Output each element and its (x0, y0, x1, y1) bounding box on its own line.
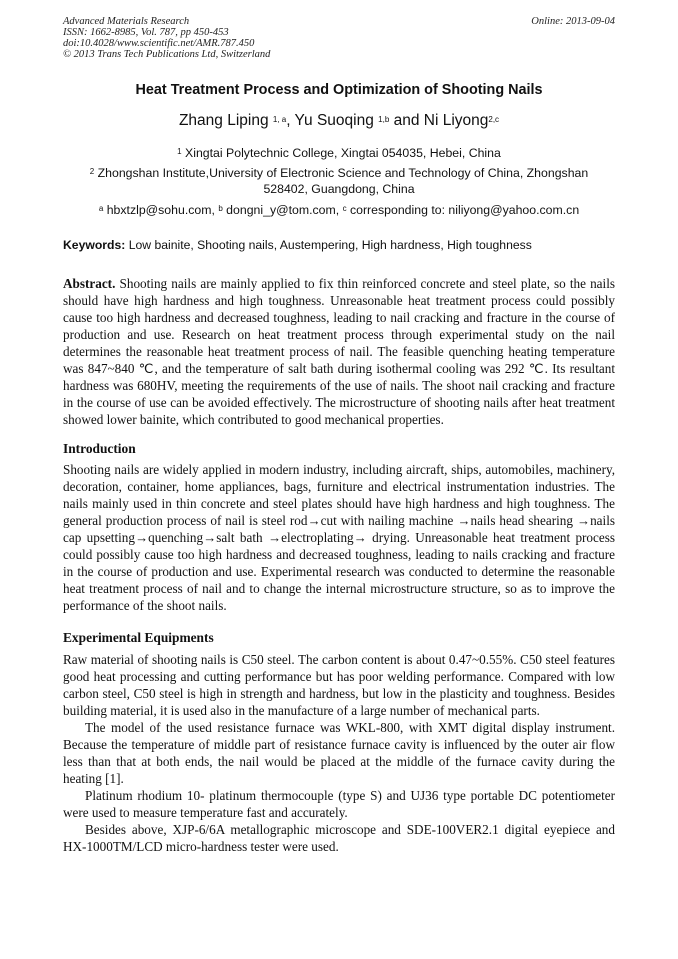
section-heading-introduction: Introduction (63, 441, 136, 456)
affiliation-1-sup: 1 (177, 147, 182, 156)
journal-name: Advanced Materials Research (63, 16, 190, 27)
online-date: Online: 2013-09-04 (531, 16, 615, 27)
author-list (40, 111, 638, 131)
issn: ISSN: 1662-8985, Vol. 787, pp 450-453 (63, 27, 229, 38)
equipments-paragraph-3: Platinum rhodium 10- platinum thermocouple (type S) and UJ36 type portable DC potentiometer were used to measure temperature fast and accurately. (63, 788, 615, 820)
abstract-text: Shooting nails are mainly applied to fix thin reinforced concrete and steel plate, so the nails should have high hardness and high toughness. Unreasonable heat treatment process could possibly cause too high hardness and decreased toughness, leading to nail cracking and fracture in the course of production and use. Research on heat treatment process through experimental study on the nail determines the reasonable heat treatment process of nail. The feasible quenching heating temperature was 847~840 ℃, and the temperature of salt bath during isothermal cooling was 292 ℃. Its resultant hardness was 680HV, meeting the requirements of the use of nails. The shoot nail cracking and fracture in the course of use can be avoided effectively. The microstructure of shooting nails after heat treatment showed lower bainite, which contributed to good mechanical properties. (63, 276, 615, 427)
paper-title: Heat Treatment Process and Optimization of Shooting Nails (135, 82, 543, 98)
doi: doi:10.4028/www.scientific.net/AMR.787.450 (63, 38, 255, 49)
abstract-label: Abstract. (63, 276, 116, 291)
affiliation-2-line1: Zhongshan Institute,University of Electronic Science and Technology of China, Zhongshan (94, 166, 589, 180)
affiliation-2-line2: 528402, Guangdong, China (263, 182, 415, 196)
author-2: , Yu Suoqing (286, 112, 379, 129)
author-1-sup: 1, a (272, 115, 287, 124)
affiliation-2-sup: 2 (89, 167, 95, 176)
equipments-paragraph-2: The model of the used resistance furnace was WKL-800, with XMT digital display instrument. Because the temperature of middle part of resistance furnace cavity is influenced by the outer air flow less than that at both ends, the nail would be placed at the middle of the furnace cavity during the heating [1]. (63, 720, 615, 786)
affiliation-1-text: Xingtai Polytechnic College, Xingtai 054035, Hebei, China (181, 146, 501, 160)
equipments-paragraph-4: Besides above, XJP-6/6A metallographic microscope and SDE-100VER2.1 digital eyepiece and HX-1000TM/LCD micro-hardness tester were used. (63, 822, 615, 854)
email-line (60, 202, 618, 218)
author-2-sup: 1,b (378, 115, 390, 124)
keywords-label: Keywords: (63, 238, 126, 252)
journal-header (63, 16, 615, 60)
affiliation-2 (60, 165, 618, 197)
copyright: © 2013 Trans Tech Publications Ltd, Switzerland (63, 49, 271, 60)
email-c[interactable]: corresponding to: niliyong@yahoo.com.cn (346, 203, 580, 217)
equipments-paragraph-1: Raw material of shooting nails is C50 steel. The carbon content is about 0.47~0.55%. C50 steel features good heat processing and cutting performance but has poor welding performance. Compared with low carbon steel, C50 steel is high in strength and hardness, but low in the plasticity and toughness. Besides building material, it is used also in the manufacture of a large number of mechanical parts. (63, 652, 615, 718)
email-c-sup: c (342, 204, 347, 213)
email-b[interactable]: dongni_y@tom.com, (222, 203, 343, 217)
affiliation-1 (60, 145, 618, 161)
abstract (63, 275, 615, 428)
author-3: and Ni Liyong (389, 112, 489, 129)
email-a-sup: a (98, 204, 104, 213)
email-b-sup: b (218, 204, 223, 213)
equipments-body (63, 651, 615, 855)
email-a[interactable]: hbxtzlp@sohu.com, (103, 203, 219, 217)
author-3-sup: 2,c (488, 115, 500, 124)
keywords (63, 237, 615, 253)
keywords-text: Low bainite, Shooting nails, Austempering, High hardness, High toughness (125, 238, 532, 252)
author-1: Zhang Liping (178, 112, 273, 129)
introduction-text: Shooting nails are widely applied in modern industry, including aircraft, ships, automobiles, machinery, decoration, container, home appliances, bags, furniture and electrical instrumentation industries. The nails mainly used in thin concrete and steel plates should have high hardness and high toughness. The general production process of nail is steel rod→cut with nailing machine →nails head shearing →nails cap upsetting→quenching→salt bath →electroplating→ drying. Unreasonable heat treatment process could possibly cause too high hardness and decreased toughness, leading to nails cracking and fracture in the course of production and use. Experimental research was conducted to determine the reasonable heat treatment process of nail and to change the internal microstructure structure, so as to improve the performance of the shoot nails. (63, 462, 615, 613)
section-heading-equipments: Experimental Equipments (63, 630, 214, 645)
